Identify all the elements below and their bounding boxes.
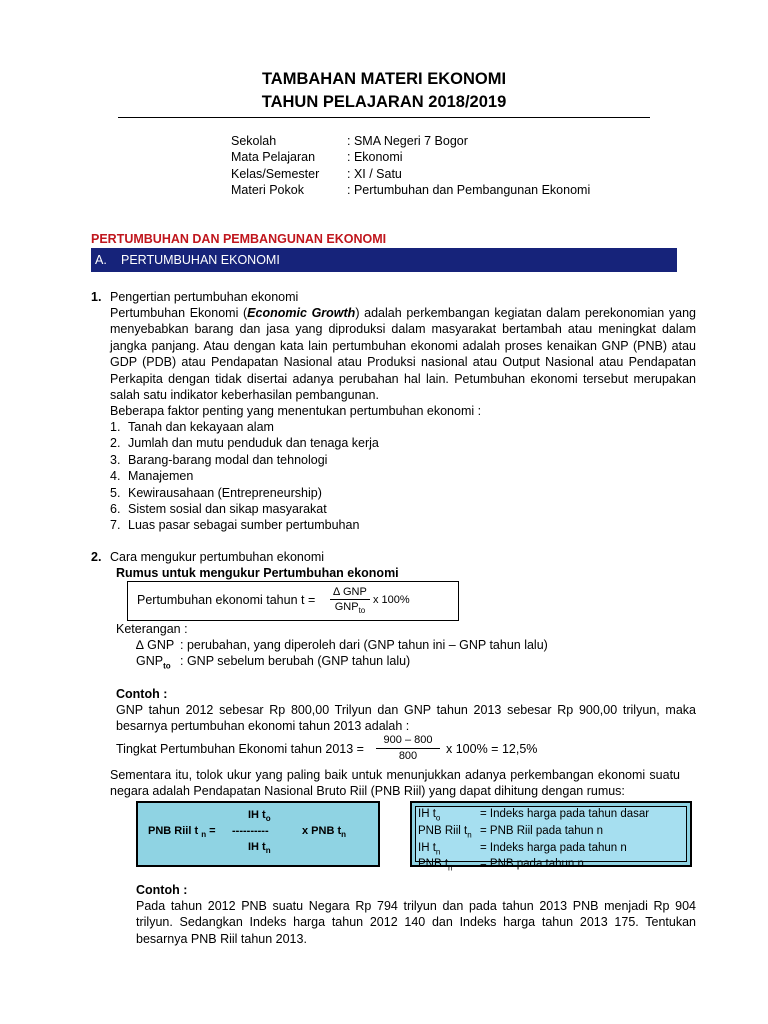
meta-row <box>231 133 590 149</box>
meta-key: Mata Pelajaran <box>231 150 316 165</box>
ket-sym-text: GNP <box>136 654 164 668</box>
meta-row <box>231 166 590 182</box>
meta-row <box>231 149 590 165</box>
keterangan-row <box>136 637 548 653</box>
subsection-letter: A. <box>95 253 107 267</box>
legend-sym-text: PNB t <box>418 858 449 871</box>
item-number: 7. <box>110 518 121 533</box>
legend-sym-sub: n <box>467 830 472 840</box>
legend-symbol <box>418 842 480 859</box>
item-text: Manajemen <box>128 469 194 484</box>
legend-symbol <box>418 858 480 875</box>
pnb-denominator <box>248 841 271 855</box>
rhs-sub: n <box>341 830 347 840</box>
legend-sym-text: IH t <box>418 808 436 820</box>
item-number: 3. <box>110 452 121 467</box>
ket-symbol <box>136 653 180 675</box>
part2-title: Cara mengukur pertumbuhan ekonomi <box>110 550 325 564</box>
factors-list <box>110 419 379 534</box>
list-item <box>110 501 379 517</box>
calc-right: x 100% = 12,5% <box>446 742 538 756</box>
pnb-formula-box <box>136 801 380 867</box>
para-lead: Pertumbuhan Ekonomi ( <box>110 306 248 320</box>
legend-row <box>418 825 686 842</box>
pnb-rhs <box>302 825 346 839</box>
meta-info <box>231 133 590 199</box>
pnb-legend-list <box>416 807 686 875</box>
document-title-line2: TAHUN PELAJARAN 2018/2019 <box>261 93 507 111</box>
calc-numerator: 900 – 800 <box>376 733 440 749</box>
section-heading: PERTUMBUHAN DAN PEMBANGUNAN EKONOMI <box>91 232 387 246</box>
item-text: Barang-barang modal dan tehnologi <box>128 452 328 467</box>
item-text: Jumlah dan mutu penduduk dan tenaga kerja <box>128 436 379 451</box>
den-sub: to <box>358 606 366 616</box>
contoh-text: GNP tahun 2012 sebesar Rp 800,00 Trilyun dan GNP tahun 2013 sebesar Rp 900,00 trilyun, maka besarnya pertumbuhan ekonomi tahun 2013 adalah : <box>116 703 696 734</box>
item-number: 4. <box>110 469 121 484</box>
den-text: IH t <box>248 841 266 853</box>
num-text: IH t <box>248 809 266 821</box>
den-sub: n <box>265 846 271 856</box>
pnb-numerator <box>248 809 271 823</box>
item-number: 1. <box>110 420 121 434</box>
legend-row <box>418 842 686 859</box>
item-number: 2. <box>110 436 121 451</box>
item-text: Kewirausahaan (Entrepreneurship) <box>128 485 322 500</box>
num-sub: o <box>265 814 271 824</box>
list-item <box>110 452 379 468</box>
formula-denominator <box>330 600 370 618</box>
formula-left: Pertumbuhan ekonomi tahun t = <box>137 593 316 607</box>
para-close: ) <box>355 306 360 320</box>
legend-desc: = PNB pada tahun n <box>480 858 584 871</box>
calc-denominator: 800 <box>398 750 418 762</box>
lhs-sub: n <box>201 830 207 840</box>
meta-key: Sekolah <box>231 134 277 148</box>
para-rest: adalah perkembangan kegiatan dalam perekonomian yang menyebabkan barang dan jasa yang diproduksi dalam masyarakat bertambah atau meningkat dalam jangka panjang. Atau dengan kata lain pertumbuhan ekonomi adalah proses kenaikan GNP (PNB) atau GDP (PDB) atau Pendapatan Nasional atau Produksi nasional atau Output Nasional atau Pendapatan Perkapita dengan tidak disertai adanya perubahan hal lain. Petumbuhan ekonomi tersebut merupakan salah satu indikator keberhasilan pembangunan. <box>110 306 696 403</box>
legend-sym-sub: o <box>435 813 441 823</box>
part2-number: 2. <box>91 550 102 564</box>
legend-desc: = Indeks harga pada tahun n <box>480 841 627 854</box>
contoh2-label: Contoh : <box>136 883 188 897</box>
item-text: Tanah dan kekayaan alam <box>128 420 274 434</box>
meta-key: Kelas/Semester <box>231 166 320 181</box>
factors-intro: Beberapa faktor penting yang menentukan pertumbuhan ekonomi : <box>110 404 482 418</box>
meta-value: : SMA Negeri 7 Bogor <box>347 134 468 148</box>
legend-sym-text: PNB Riil t <box>418 824 468 837</box>
subsection-title: PERTUMBUHAN EKONOMI <box>121 253 280 267</box>
contoh-label: Contoh : <box>116 687 168 701</box>
item-text: Luas pasar sebagai sumber pertumbuhan <box>128 518 360 533</box>
pnb-legend-box <box>410 801 692 873</box>
part1-number: 1. <box>91 290 102 304</box>
meta-row <box>231 182 590 198</box>
list-item <box>110 468 379 484</box>
legend-row <box>418 808 686 825</box>
list-item <box>110 485 379 501</box>
part1-title: Pengertian pertumbuhan ekonomi <box>110 290 299 304</box>
ket-sym-text: ∆ GNP <box>136 638 175 652</box>
pnb-dashes: ---------- <box>232 825 269 837</box>
list-item <box>110 419 379 435</box>
legend-desc: = Indeks harga pada tahun dasar <box>480 808 650 820</box>
pnb-lhs <box>148 825 216 839</box>
meta-value: : XI / Satu <box>347 166 402 181</box>
list-item <box>110 435 379 451</box>
legend-symbol <box>418 825 480 842</box>
legend-sym-sub: n <box>435 846 441 856</box>
legend-desc: = PNB Riil pada tahun n <box>480 824 604 837</box>
item-number: 5. <box>110 485 121 500</box>
pnb-intro: Sementara itu, tolok ukur yang paling baik untuk menunjukkan adanya perkembangan ekonomi suatu negara adalah Pendapatan Nasional Bruto Riil (PNB Riil) yang dapat dihitung dengan rumus: <box>110 768 680 799</box>
part1-paragraph <box>110 305 696 403</box>
eq-sign: = <box>209 825 216 837</box>
formula-fraction <box>330 585 370 618</box>
meta-value: : Ekonomi <box>347 150 403 165</box>
ket-desc: : perubahan, yang diperoleh dari (GNP tahun ini – GNP tahun lalu) <box>180 638 548 652</box>
meta-key: Materi Pokok <box>231 183 304 198</box>
ket-symbol <box>136 637 180 653</box>
pnb-legend-inner <box>415 806 687 873</box>
meta-value: : Pertumbuhan dan Pembangunan Ekonomi <box>347 183 591 198</box>
formula-numerator: ∆ GNP <box>330 585 370 600</box>
calc-left: Tingkat Pertumbuhan Ekonomi tahun 2013 = <box>116 742 364 756</box>
formula-heading: Rumus untuk mengukur Pertumbuhan ekonomi <box>116 566 399 580</box>
item-text: Sistem sosial dan sikap masyarakat <box>128 502 327 517</box>
legend-sym-text: IH t <box>418 841 436 854</box>
legend-sym-sub: n <box>448 863 453 873</box>
para-italic: Economic Growth <box>247 306 356 320</box>
ket-sym-sub: to <box>163 661 171 671</box>
rhs-text: x PNB t <box>302 825 342 837</box>
subsection-bar <box>91 248 677 272</box>
growth-formula-box <box>127 581 459 621</box>
contoh2-text: Pada tahun 2012 PNB suatu Negara Rp 794 trilyun dan pada tahun 2013 PNB menjadi Rp 904 trilyun. Sedangkan Indeks harga tahun 2012 140 dan Indeks harga tahun 2013 175. Tentukan besarnya PNB Riil tahun 2013. <box>136 899 696 946</box>
legend-row <box>418 858 686 875</box>
den-text: GNP <box>334 601 359 613</box>
keterangan-label: Keterangan : <box>116 622 188 636</box>
calc-fraction <box>376 733 440 764</box>
formula-right: x 100% <box>373 594 410 606</box>
item-number: 6. <box>110 502 121 517</box>
ket-desc: : GNP sebelum berubah (GNP tahun lalu) <box>180 654 411 668</box>
legend-symbol <box>418 808 480 825</box>
document-title-line1: TAMBAHAN MATERI EKONOMI <box>261 70 507 88</box>
list-item <box>110 517 379 533</box>
lhs-text: PNB Riil t <box>148 825 199 837</box>
title-underline <box>118 117 650 118</box>
keterangan-row <box>136 653 410 675</box>
